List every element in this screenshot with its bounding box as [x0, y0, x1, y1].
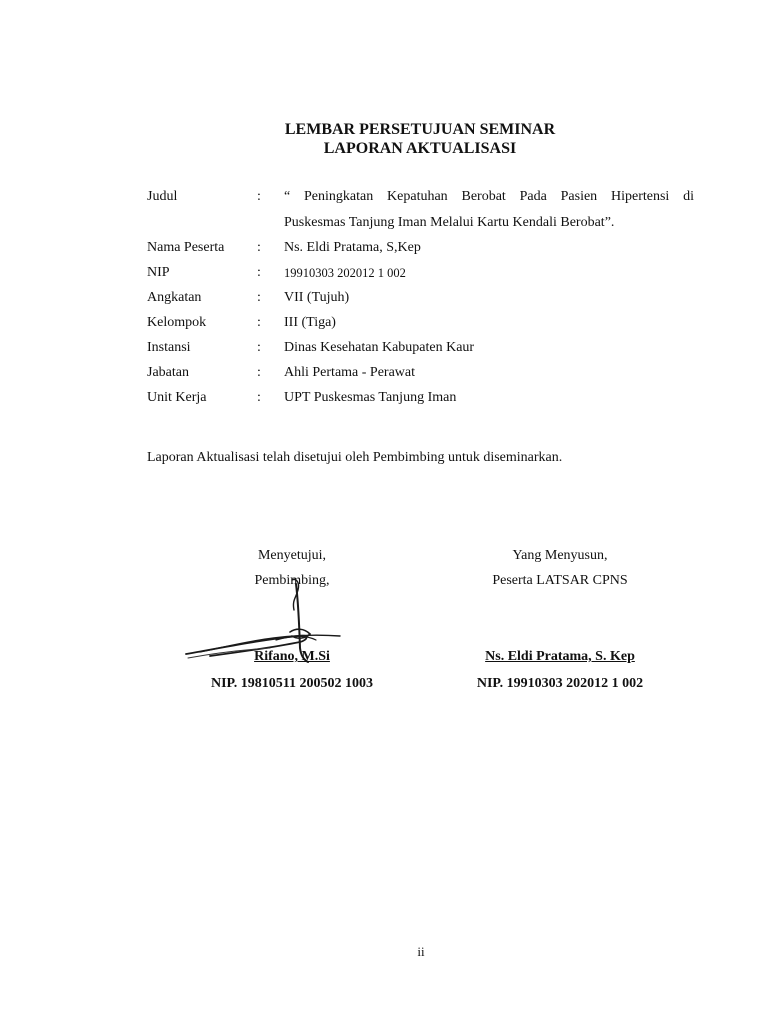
field-label: Jabatan	[147, 365, 189, 380]
field-angkatan	[147, 287, 694, 309]
field-colon: :	[257, 240, 261, 255]
left-signatory-nip: NIP. 19810511 200502 1003	[210, 676, 374, 691]
field-colon: :	[257, 340, 261, 355]
field-label: Kelompok	[147, 315, 207, 330]
field-colon: :	[257, 290, 261, 305]
field-unit-kerja	[147, 387, 694, 409]
document-title-line2: LAPORAN AKTUALISASI	[323, 140, 517, 157]
approval-statement: Laporan Aktualisasi telah disetujui oleh Pembimbing untuk diseminarkan.	[147, 450, 563, 465]
field-judul-continued	[147, 212, 694, 234]
field-label: Unit Kerja	[147, 390, 207, 405]
left-signatory-role: Pembimbing,	[254, 573, 330, 588]
field-value: Dinas Kesehatan Kabupaten Kaur	[284, 340, 475, 355]
field-value: III (Tiga)	[284, 315, 336, 330]
left-signatory-approval: Menyetujui,	[257, 548, 327, 563]
page-number: ii	[417, 944, 425, 959]
field-value: “ Peningkatan Kepatuhan Berobat Pada Pasien Hipertensi di	[284, 189, 694, 204]
field-value: Puskesmas Tanjung Iman Melalui Kartu Kendali Berobat”.	[284, 215, 615, 230]
right-signatory-approval: Yang Menyusun,	[512, 548, 608, 563]
right-signatory-name: Ns. Eldi Pratama, S. Kep	[485, 649, 635, 664]
field-value: Ahli Pertama - Perawat	[284, 365, 416, 380]
field-instansi	[147, 337, 694, 359]
field-label: Instansi	[147, 340, 191, 355]
field-nama-peserta	[147, 237, 694, 259]
field-label: Judul	[147, 189, 178, 204]
right-signatory-nip: NIP. 19910303 202012 1 002	[476, 676, 644, 691]
field-label: Nama Peserta	[147, 240, 225, 255]
field-colon: :	[257, 189, 261, 204]
field-value: 19910303 202012 1 002	[284, 266, 406, 280]
field-colon: :	[257, 315, 261, 330]
field-value: VII (Tujuh)	[284, 290, 350, 305]
field-jabatan	[147, 362, 694, 384]
field-value: UPT Puskesmas Tanjung Iman	[284, 390, 457, 405]
field-label: Angkatan	[147, 290, 202, 305]
field-label: NIP	[147, 265, 170, 280]
field-colon: :	[257, 265, 261, 280]
field-colon: :	[257, 390, 261, 405]
field-judul	[147, 186, 694, 208]
right-signatory-role: Peserta LATSAR CPNS	[492, 573, 628, 588]
document-title-line1: LEMBAR PERSETUJUAN SEMINAR	[284, 121, 556, 138]
field-nip	[147, 262, 694, 284]
left-signatory-name: Rifano, M.Si	[254, 649, 330, 664]
field-value: Ns. Eldi Pratama, S,Kep	[284, 240, 421, 255]
field-kelompok	[147, 312, 694, 334]
field-colon: :	[257, 365, 261, 380]
